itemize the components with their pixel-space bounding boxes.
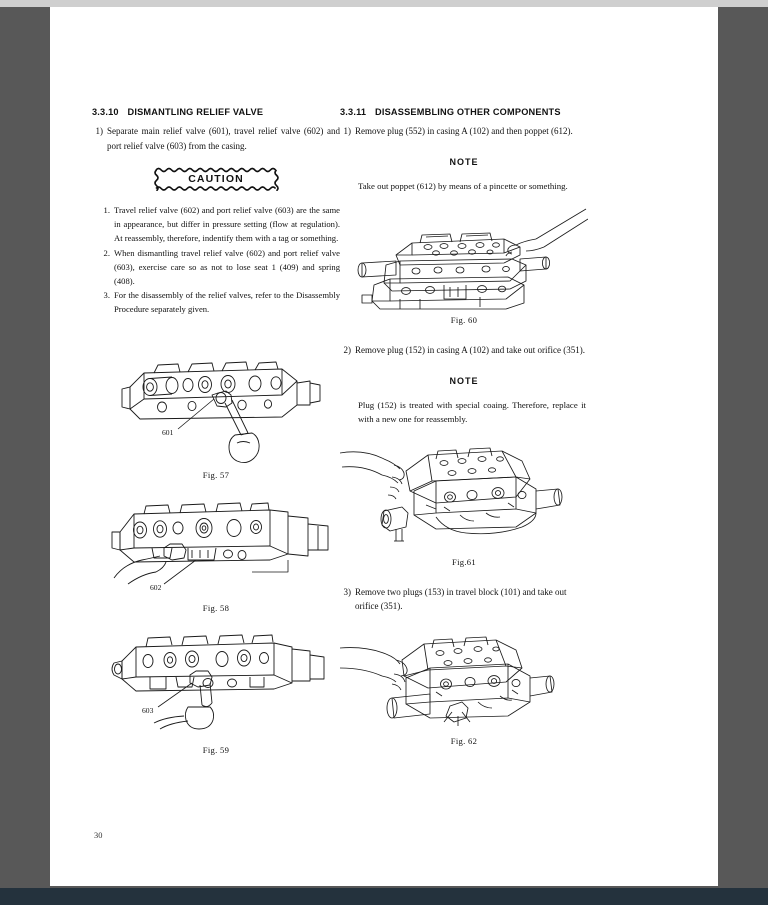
caution-item-list	[92, 203, 340, 317]
figure-60	[340, 203, 588, 325]
caution-item	[92, 288, 340, 316]
step-item	[340, 124, 588, 139]
step-text: Remove plug (152) in casing A (102) and take out orifice (351).	[355, 345, 585, 355]
step-marker: 2)	[343, 345, 351, 355]
figure-58	[92, 498, 340, 613]
viewer-bottom-bar	[0, 888, 768, 905]
figure-59	[92, 631, 340, 755]
figure-58-callout-label: 602	[150, 582, 162, 592]
caution-item	[92, 203, 340, 246]
figure-57	[92, 343, 340, 480]
caution-box-wrapper	[154, 167, 279, 191]
document-page	[50, 7, 718, 886]
figure-61	[340, 437, 588, 567]
right-column	[340, 107, 588, 746]
figure-62-illustration	[340, 626, 588, 734]
step-marker: 1)	[95, 126, 103, 136]
step-item	[340, 343, 588, 358]
step-text: Separate main relief valve (601), travel relief valve (602) and port relief valve (603) from the casing.	[107, 126, 340, 151]
section-heading-3-3-10	[92, 107, 340, 117]
step-item	[340, 585, 588, 614]
step-marker: 3)	[343, 586, 351, 597]
figure-59-caption: Fig. 59	[202, 744, 230, 755]
caution-item-text: When dismantling travel relief valve (602) and port relief valve (603), exercise care so as not to lose seat 1 (409) and spring (408).	[114, 247, 340, 287]
section-title: DISMANTLING RELIEF VALVE	[127, 107, 264, 117]
caution-item-marker: 2.	[103, 247, 110, 258]
page-number: 30	[94, 831, 103, 840]
caution-item-marker: 3.	[103, 290, 110, 301]
figure-58-caption: Fig. 58	[202, 602, 230, 613]
note-text: Take out poppet (612) by means of a pincette or something.	[358, 180, 568, 191]
caution-item-marker: 1.	[103, 205, 110, 215]
section-number: 3.3.11	[340, 107, 367, 117]
figure-58-illustration	[92, 498, 340, 601]
note-text: Plug (152) is treated with special coaing. Therefore, replace it with a new one for reassembly.	[358, 399, 586, 424]
figure-57-illustration	[92, 343, 340, 468]
caution-item-text: Travel relief valve (602) and port relief valve (603) are the same in appearance, but differ in pressure setting (flow at regulation). At reassembly, therefore, indentify them with a tag or something.	[114, 205, 340, 244]
step-item	[92, 124, 340, 153]
viewer-top-strip	[0, 0, 768, 7]
figure-57-callout-label: 601	[162, 427, 174, 437]
left-column	[92, 107, 340, 755]
figure-61-caption: Fig.61	[451, 556, 476, 567]
figure-61-illustration	[340, 437, 588, 555]
section-heading-3-3-11	[340, 107, 588, 117]
figure-62-caption: Fig. 62	[450, 735, 478, 746]
caution-box	[154, 167, 279, 191]
step-text: Remove plug (552) in casing A (102) and then poppet (612).	[355, 126, 573, 136]
figure-60-caption: Fig. 60	[450, 315, 478, 325]
figure-60-illustration	[340, 203, 588, 313]
section-number: 3.3.10	[92, 107, 119, 117]
step-marker: 1)	[343, 126, 351, 136]
step-text: Remove two plugs (153) in travel block (101) and take out orifice (351).	[355, 586, 567, 611]
caution-item-text: For the disassembly of the relief valves, refer to the Disassembly Procedure separately given.	[114, 290, 340, 315]
caution-item	[92, 246, 340, 289]
note-heading: NOTE	[449, 375, 479, 386]
figure-59-illustration	[92, 631, 340, 743]
note-heading: NOTE	[449, 156, 479, 167]
section-title: DISASSEMBLING OTHER COMPONENTS	[375, 107, 561, 117]
figure-57-caption: Fig. 57	[202, 469, 230, 480]
figure-62	[340, 626, 588, 746]
caution-label: CAUTION	[188, 173, 244, 185]
figure-59-callout-label: 603	[142, 705, 154, 715]
